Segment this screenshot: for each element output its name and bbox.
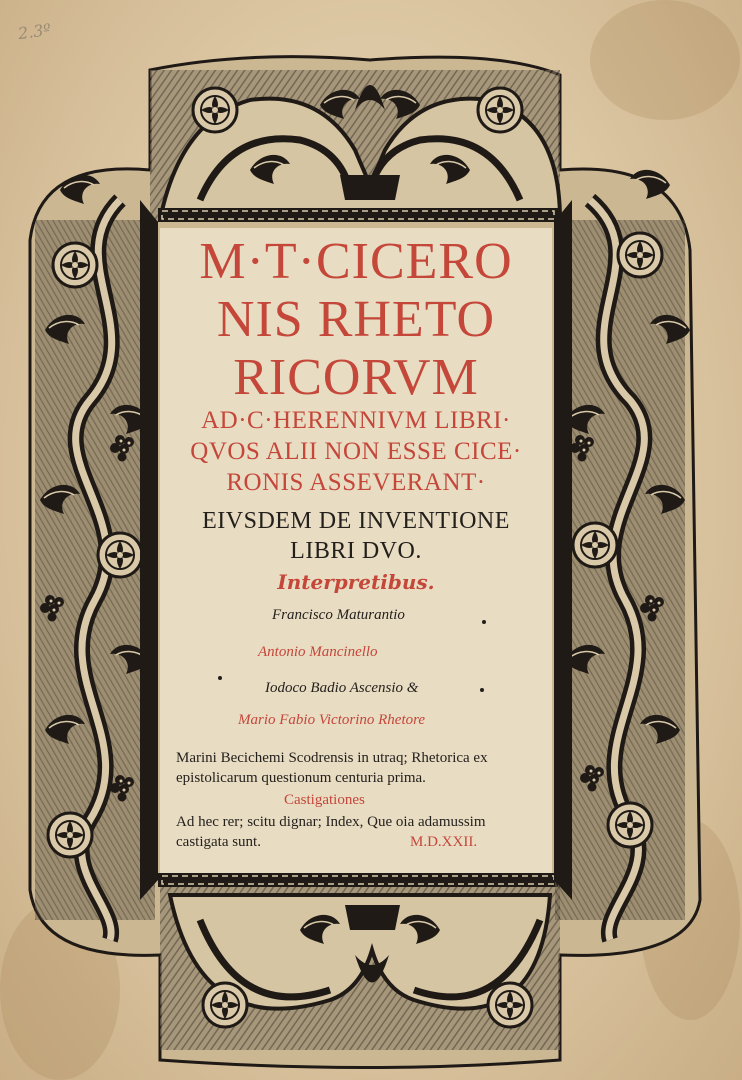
closing-line-1: Ad hec rer; scitu dignar; Index, Que oia adamussim	[176, 814, 486, 830]
title-line-2: NIS RHETO	[216, 291, 496, 348]
title-line-3: RICORVM	[233, 349, 479, 406]
interpretes-label: Interpretibus.	[277, 570, 435, 594]
left-ornament	[35, 175, 158, 940]
interpreter-3: Iodoco Badio Ascensio &	[265, 680, 419, 696]
ornament-dot	[218, 676, 222, 680]
subtitle-line-2: QVOS ALII NON ESSE CICE·	[190, 438, 522, 465]
right-ornament	[554, 170, 690, 940]
interpreter-4: Mario Fabio Victorino Rhetore	[238, 712, 426, 728]
top-ornament	[150, 70, 560, 222]
paragraph-line-1: Marini Becichemi Scodrensis in utraq; Rhetorica ex	[176, 750, 488, 766]
bottom-ornament	[158, 873, 560, 1050]
interpreter-1: Francisco Maturantio	[272, 607, 405, 623]
black-line-1: EIVSDEM DE INVENTIONE	[202, 508, 510, 534]
closing-line-2: castigata sunt.	[176, 834, 261, 850]
title-line-1: M·T·CICERO	[199, 233, 513, 290]
paragraph-line-2: epistolicarum questionum centuria prima.	[176, 770, 426, 786]
imprint-year: M.D.XXII.	[410, 834, 478, 850]
black-line-2: LIBRI DVO.	[290, 538, 422, 564]
ornament-dot	[482, 620, 486, 624]
interpreter-2: Antonio Mancinello	[258, 644, 378, 660]
castigationes: Castigationes	[284, 792, 365, 808]
text-panel	[160, 228, 552, 873]
manuscript-note: 2.3º	[16, 19, 53, 44]
subtitle-line-3: RONIS ASSEVERANT·	[226, 469, 486, 496]
subtitle-line-1: AD·C·HERENNIVM LIBRI·	[201, 407, 511, 434]
ornament-dot	[480, 688, 484, 692]
